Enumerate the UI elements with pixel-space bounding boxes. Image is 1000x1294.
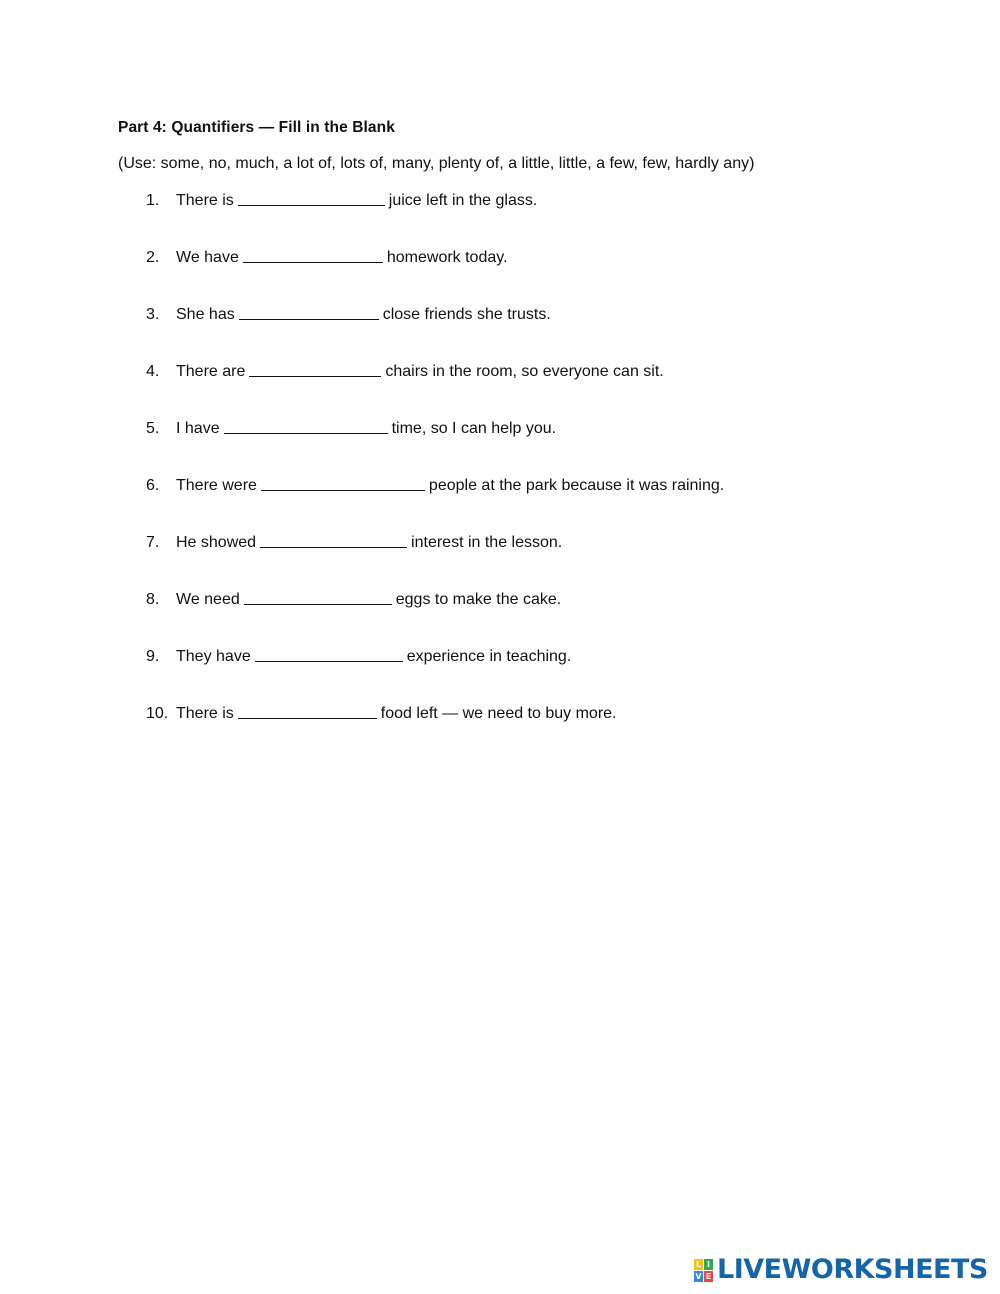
answer-blank-7[interactable] <box>260 535 407 548</box>
question-text-after: experience in teaching. <box>406 648 572 665</box>
instructions-word-bank: (Use: some, no, much, a lot of, lots of, many, plenty of, a little, little, a few, few, hardly any) <box>118 155 755 172</box>
question-text-before: They have <box>176 648 251 665</box>
question-9 <box>146 648 571 666</box>
worksheet-heading: Part 4: Quantifiers — Fill in the Blank <box>118 119 395 136</box>
question-text-after: juice left in the glass. <box>388 192 538 209</box>
question-text-before: He showed <box>176 534 257 551</box>
question-1 <box>146 192 537 210</box>
question-number: 2. <box>146 249 160 266</box>
answer-blank-3[interactable] <box>239 307 379 320</box>
question-text-before: We have <box>176 249 239 266</box>
question-text-before: There is <box>176 192 234 209</box>
question-text-after: eggs to make the cake. <box>395 591 562 608</box>
question-text-before: I have <box>176 420 220 437</box>
question-number: 7. <box>146 534 160 551</box>
question-text-before: There are <box>176 363 246 380</box>
question-number: 5. <box>146 420 160 437</box>
answer-blank-4[interactable] <box>249 364 381 377</box>
question-text-before: There is <box>176 705 234 722</box>
brand-wordmark: LIVEWORKSHEETS <box>717 1254 988 1285</box>
answer-blank-2[interactable] <box>243 250 383 263</box>
answer-blank-5[interactable] <box>224 421 388 434</box>
question-text-after: homework today. <box>386 249 508 266</box>
liveworksheets-logo <box>693 1254 988 1285</box>
question-number: 1. <box>146 192 160 209</box>
question-text-before: We need <box>176 591 240 608</box>
question-5 <box>146 420 556 438</box>
answer-blank-1[interactable] <box>238 193 385 206</box>
question-text-after: food left — we need to buy more. <box>380 705 617 722</box>
question-2 <box>146 249 508 267</box>
question-text-after: interest in the lesson. <box>411 534 563 551</box>
liveworksheets-logo-icon: L I V E <box>695 1259 712 1281</box>
question-7 <box>146 534 562 552</box>
answer-blank-9[interactable] <box>255 649 403 662</box>
question-number: 6. <box>146 477 160 494</box>
question-text-before: There were <box>176 477 257 494</box>
answer-blank-6[interactable] <box>261 478 425 491</box>
question-number: 9. <box>146 648 160 665</box>
question-number: 10. <box>146 705 169 722</box>
question-number: 8. <box>146 591 160 608</box>
question-3 <box>146 306 551 324</box>
question-8 <box>146 591 561 609</box>
question-text-after: time, so I can help you. <box>391 420 557 437</box>
question-text-after: people at the park because it was raining. <box>428 477 725 494</box>
question-number: 3. <box>146 306 160 323</box>
question-4 <box>146 363 664 381</box>
question-text-before: She has <box>176 306 235 323</box>
question-6 <box>146 477 724 495</box>
question-text-after: chairs in the room, so everyone can sit. <box>385 363 664 380</box>
question-10 <box>146 705 616 723</box>
question-number: 4. <box>146 363 160 380</box>
answer-blank-8[interactable] <box>244 592 392 605</box>
answer-blank-10[interactable] <box>238 706 377 719</box>
question-text-after: close friends she trusts. <box>382 306 551 323</box>
